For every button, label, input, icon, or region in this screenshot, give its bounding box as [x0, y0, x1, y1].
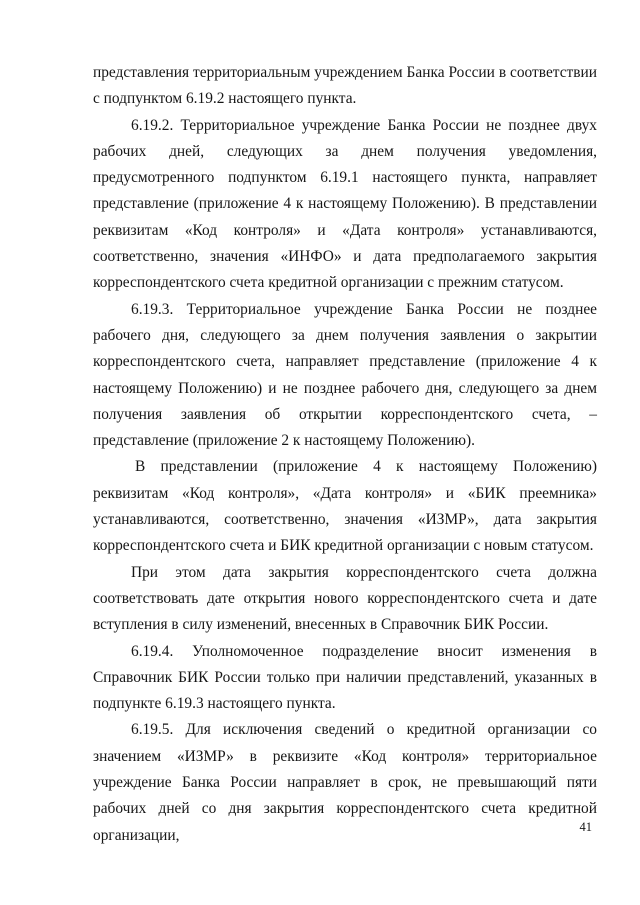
paragraph-6-19-3: 6.19.3. Территориальное учреждение Банка России не позднее рабочего дня, следующего за днем получения заявления о закрытии корреспондентского счета, направляет представление (приложение 4 к настоящему Положению) и не позднее рабочего дня, следующего за днем получения заявления об открытии корреспондентского счета, – представление (приложение 2 к настоящему Положению).: [93, 300, 597, 450]
paragraph-6-19-2: 6.19.2. Территориальное учреждение Банка России не позднее двух рабочих дней, следующих за днем получения уведомления, предусмотренного подпунктом 6.19.1 настоящего пункта, направляет представление (приложение 4 к настоящему Положению). В представлении реквизитам «Код контроля» и «Дата контроля» устанавливаются, соответственно, значения «ИНФО» и дата предполагаемого закрытия корреспондентского счета кредитной организации с прежним статусом.: [93, 116, 597, 292]
page-number: 41: [579, 820, 592, 834]
paragraph-6-19-4: 6.19.4. Уполномоченное подразделение вносит изменения в Справочник БИК России только при наличии представлений, указанных в подпункте 6.19.3 настоящего пункта.: [93, 642, 597, 713]
paragraph-closing-date: При этом дата закрытия корреспондентского счета должна соответствовать дате открытия нового корреспондентского счета и дате вступления в силу изменений, внесенных в Справочник БИК России.: [93, 563, 597, 634]
paragraph-izmr-attributes: В представлении (приложение 4 к настоящему Положению) реквизитам «Код контроля», «Дата контроля» и «БИК преемника» устанавливаются, соответственно, значения «ИЗМР», дата закрытия корреспондентского счета и БИК кредитной организации с новым статусом.: [93, 458, 597, 555]
paragraph-continuation: представления территориальным учреждением Банка России в соответствии с подпунктом 6.19.2 настоящего пункта.: [93, 64, 597, 108]
paragraph-6-19-5: 6.19.5. Для исключения сведений о кредитной организации со значением «ИЗМР» в реквизите «Код контроля» территориальное учреждение Банка России направляет в срок, не превышающий пяти рабочих дней со дня закрытия корреспондентского счета кредитной организации,: [93, 721, 597, 844]
document-page: [93, 60, 597, 849]
